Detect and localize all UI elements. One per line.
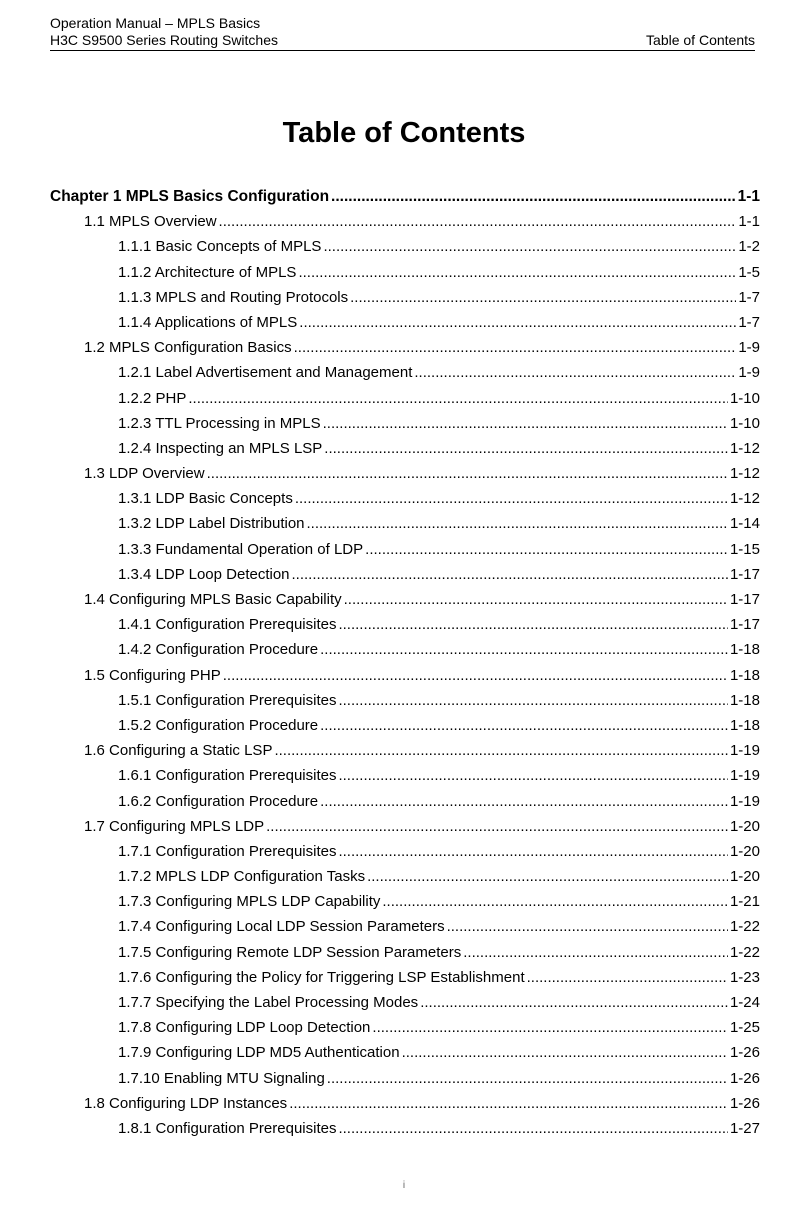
toc-entry-page[interactable]: 1-20	[729, 868, 760, 886]
toc-entry[interactable]	[50, 893, 760, 918]
toc-entry-text[interactable]: 1.6.2 Configuration Procedure	[118, 792, 319, 810]
toc-entry[interactable]	[50, 289, 760, 314]
toc-entry-text[interactable]: 1.5.2 Configuration Procedure	[118, 716, 319, 734]
toc-entry[interactable]	[50, 465, 760, 490]
toc-entry-text[interactable]: Chapter 1 MPLS Basics Configuration	[50, 188, 330, 205]
toc-entry-text[interactable]: 1.3.4 LDP Loop Detection	[118, 565, 290, 583]
toc-entry-page[interactable]: 1-17	[729, 565, 760, 583]
header-divider	[50, 50, 755, 51]
toc-entry-page[interactable]: 1-20	[729, 817, 760, 835]
toc-dot-leader	[298, 264, 736, 281]
toc-entry-text[interactable]: 1.6.1 Configuration Prerequisites	[118, 767, 337, 785]
toc-entry[interactable]	[50, 1070, 760, 1095]
toc-dot-leader	[338, 616, 728, 633]
toc-dot-leader	[274, 742, 728, 759]
toc-entry-page[interactable]: 1-26	[729, 1044, 760, 1062]
toc-entry-page[interactable]: 1-9	[738, 364, 760, 382]
toc-entry-text[interactable]: 1.7.7 Specifying the Label Processing Modes	[118, 994, 419, 1011]
toc-entry[interactable]	[50, 868, 760, 893]
toc-dot-leader	[307, 515, 728, 532]
toc-entry-text[interactable]: 1.3.1 LDP Basic Concepts	[118, 490, 293, 508]
toc-dot-leader	[367, 868, 728, 885]
header-section: Table of Contents	[646, 32, 755, 48]
toc-entry-text[interactable]: 1.5.1 Configuration Prerequisites	[118, 691, 337, 709]
toc-entry-page[interactable]: 1-26	[729, 1069, 760, 1087]
toc-dot-leader	[323, 238, 736, 255]
toc-entry-page[interactable]: 1-14	[729, 515, 760, 533]
toc-entry-text[interactable]: 1.3 LDP Overview	[84, 465, 205, 483]
toc-entry-page[interactable]: 1-24	[729, 994, 760, 1011]
toc-entry[interactable]	[50, 390, 760, 415]
toc-entry-text[interactable]: 1.3.3 Fundamental Operation of LDP	[118, 540, 364, 558]
toc-dot-leader	[188, 390, 728, 407]
header-bottom-row	[50, 32, 755, 49]
toc-entry[interactable]	[50, 490, 760, 515]
header-top-row	[50, 15, 755, 32]
toc-entry[interactable]	[50, 843, 760, 868]
toc-dot-leader	[299, 314, 736, 331]
toc-dot-leader	[372, 1019, 728, 1036]
toc-dot-leader	[382, 893, 728, 910]
toc-entry[interactable]	[50, 717, 760, 742]
toc-entry[interactable]	[50, 314, 760, 339]
toc-entry-page[interactable]: 1-12	[729, 465, 760, 483]
toc-dot-leader	[289, 1095, 728, 1112]
toc-entry-page[interactable]: 1-22	[729, 918, 760, 936]
toc-entry-text[interactable]: 1.2.3 TTL Processing in MPLS	[118, 414, 321, 432]
toc-entry-text[interactable]: 1.2.4 Inspecting an MPLS LSP	[118, 439, 323, 457]
toc-entry[interactable]	[50, 692, 760, 717]
toc-entry-page[interactable]: 1-18	[729, 691, 760, 709]
toc-entry-text[interactable]: 1.2.1 Label Advertisement and Management	[118, 364, 413, 382]
toc-entry[interactable]	[50, 994, 760, 1019]
toc-entry-text[interactable]: 1.4 Configuring MPLS Basic Capability	[84, 591, 342, 608]
toc-entry-page[interactable]: 1-7	[738, 288, 760, 306]
table-of-contents	[50, 188, 760, 1145]
toc-dot-leader	[295, 490, 728, 507]
toc-entry-page[interactable]: 1-12	[729, 439, 760, 457]
toc-entry-text[interactable]: 1.7 Configuring MPLS LDP	[84, 817, 265, 835]
toc-entry-page[interactable]: 1-19	[729, 792, 760, 810]
toc-entry[interactable]	[50, 767, 760, 792]
toc-entry-page[interactable]: 1-23	[729, 968, 760, 986]
toc-entry-page[interactable]: 1-1	[737, 188, 760, 205]
toc-entry[interactable]	[50, 415, 760, 440]
toc-entry-page[interactable]: 1-18	[729, 666, 760, 684]
toc-entry-page[interactable]: 1-21	[729, 893, 760, 911]
toc-entry-page[interactable]: 1-19	[729, 767, 760, 785]
toc-entry-text[interactable]: 1.7.9 Configuring LDP MD5 Authentication	[118, 1044, 400, 1062]
toc-entry[interactable]	[50, 1095, 760, 1120]
toc-entry-text[interactable]: 1.4.1 Configuration Prerequisites	[118, 616, 337, 634]
toc-dot-leader	[324, 440, 728, 457]
toc-dot-leader	[338, 692, 728, 709]
toc-dot-leader	[223, 667, 728, 684]
toc-dot-leader	[294, 339, 737, 356]
toc-entry[interactable]	[50, 944, 760, 969]
toc-dot-leader	[338, 1120, 728, 1137]
toc-dot-leader	[266, 818, 728, 835]
toc-entry[interactable]	[50, 515, 760, 540]
toc-entry-page[interactable]: 1-27	[729, 1119, 760, 1137]
toc-entry-page[interactable]: 1-25	[729, 1019, 760, 1037]
toc-entry[interactable]	[50, 264, 760, 289]
toc-dot-leader	[527, 969, 728, 986]
toc-entry-text[interactable]: 1.7.3 Configuring MPLS LDP Capability	[118, 893, 381, 911]
toc-dot-leader	[414, 364, 736, 381]
toc-entry-text[interactable]: 1.7.10 Enabling MTU Signaling	[118, 1069, 325, 1087]
toc-entry-page[interactable]: 1-17	[729, 591, 760, 608]
toc-dot-leader	[323, 415, 728, 432]
toc-dot-leader	[320, 793, 728, 810]
toc-entry-text[interactable]: 1.6 Configuring a Static LSP	[84, 742, 273, 760]
toc-dot-leader	[344, 591, 728, 608]
toc-dot-leader	[207, 465, 728, 482]
toc-entry[interactable]	[50, 339, 760, 364]
toc-dot-leader	[447, 918, 728, 935]
toc-dot-leader	[420, 994, 728, 1011]
toc-entry[interactable]	[50, 1019, 760, 1044]
toc-entry[interactable]	[50, 742, 760, 767]
footer-page-number: i	[402, 1180, 406, 1191]
toc-entry-page[interactable]: 1-15	[729, 540, 760, 558]
toc-dot-leader	[463, 944, 728, 961]
toc-entry-page[interactable]: 1-17	[729, 616, 760, 634]
toc-entry[interactable]	[50, 616, 760, 641]
toc-entry-text[interactable]: 1.7.2 MPLS LDP Configuration Tasks	[118, 868, 366, 886]
toc-entry-text[interactable]: 1.1 MPLS Overview	[84, 213, 217, 231]
toc-dot-leader	[320, 717, 728, 734]
toc-entry-text[interactable]: 1.7.5 Configuring Remote LDP Session Parameters	[118, 943, 462, 961]
toc-entry-text[interactable]: 1.7.1 Configuration Prerequisites	[118, 842, 337, 860]
toc-entry-text[interactable]: 1.2 MPLS Configuration Basics	[84, 339, 292, 357]
toc-dot-leader	[338, 843, 728, 860]
header-product: H3C S9500 Series Routing Switches	[50, 32, 279, 48]
toc-entry-page[interactable]: 1-10	[729, 389, 760, 407]
toc-entry[interactable]	[50, 541, 760, 566]
toc-entry[interactable]	[50, 1044, 760, 1069]
toc-entry-text[interactable]: 1.4.2 Configuration Procedure	[118, 641, 319, 659]
toc-entry-text[interactable]: 1.1.2 Architecture of MPLS	[118, 263, 297, 281]
toc-entry-page[interactable]: 1-18	[729, 641, 760, 659]
toc-dot-leader	[327, 1070, 728, 1087]
toc-entry[interactable]	[50, 793, 760, 818]
toc-entry-page[interactable]: 1-20	[729, 842, 760, 860]
toc-entry-page[interactable]: 1-1	[738, 213, 760, 231]
toc-entry-page[interactable]: 1-22	[729, 943, 760, 961]
toc-entry[interactable]	[50, 566, 760, 591]
toc-entry[interactable]	[50, 188, 760, 213]
toc-entry-text[interactable]: 1.7.8 Configuring LDP Loop Detection	[118, 1019, 371, 1037]
toc-entry[interactable]	[50, 818, 760, 843]
toc-entry-text[interactable]: 1.1.4 Applications of MPLS	[118, 313, 298, 331]
toc-entry-text[interactable]: 1.7.6 Configuring the Policy for Triggering LSP Establishment	[118, 968, 525, 986]
toc-dot-leader	[331, 188, 736, 206]
toc-entry[interactable]	[50, 969, 760, 994]
toc-entry-text[interactable]: 1.8.1 Configuration Prerequisites	[118, 1119, 337, 1137]
toc-entry-page[interactable]: 1-19	[729, 742, 760, 760]
toc-dot-leader	[402, 1044, 728, 1061]
toc-entry-text[interactable]: 1.3.2 LDP Label Distribution	[118, 515, 305, 533]
page-title: Table of Contents	[282, 117, 526, 149]
toc-entry[interactable]	[50, 918, 760, 943]
toc-dot-leader	[350, 289, 736, 306]
toc-dot-leader	[292, 566, 728, 583]
toc-dot-leader	[219, 213, 737, 230]
toc-entry[interactable]	[50, 440, 760, 465]
toc-entry-text[interactable]: 1.8 Configuring LDP Instances	[84, 1094, 288, 1112]
page-header	[50, 15, 755, 49]
toc-entry[interactable]	[50, 1120, 760, 1145]
toc-entry-text[interactable]: 1.5 Configuring PHP	[84, 666, 221, 684]
toc-entry-text[interactable]: 1.2.2 PHP	[118, 389, 187, 407]
toc-entry[interactable]	[50, 591, 760, 616]
toc-entry-page[interactable]: 1-10	[729, 414, 760, 432]
toc-entry-text[interactable]: 1.1.3 MPLS and Routing Protocols	[118, 288, 349, 306]
toc-entry[interactable]	[50, 213, 760, 238]
toc-entry[interactable]	[50, 364, 760, 389]
toc-entry[interactable]	[50, 238, 760, 263]
toc-entry[interactable]	[50, 641, 760, 666]
toc-dot-leader	[365, 541, 728, 558]
toc-entry-page[interactable]: 1-26	[729, 1094, 760, 1112]
toc-entry-text[interactable]: 1.7.4 Configuring Local LDP Session Parameters	[118, 918, 445, 936]
toc-dot-leader	[338, 767, 728, 784]
toc-entry[interactable]	[50, 667, 760, 692]
toc-entry-page[interactable]: 1-9	[738, 339, 760, 357]
toc-entry-page[interactable]: 1-12	[729, 490, 760, 508]
toc-dot-leader	[320, 641, 728, 658]
toc-entry-page[interactable]: 1-18	[729, 716, 760, 734]
header-doc-title: Operation Manual – MPLS Basics	[50, 15, 261, 31]
toc-entry-page[interactable]: 1-7	[738, 313, 760, 331]
toc-entry-page[interactable]: 1-5	[738, 263, 760, 281]
toc-entry-text[interactable]: 1.1.1 Basic Concepts of MPLS	[118, 238, 322, 256]
toc-entry-page[interactable]: 1-2	[738, 238, 760, 256]
